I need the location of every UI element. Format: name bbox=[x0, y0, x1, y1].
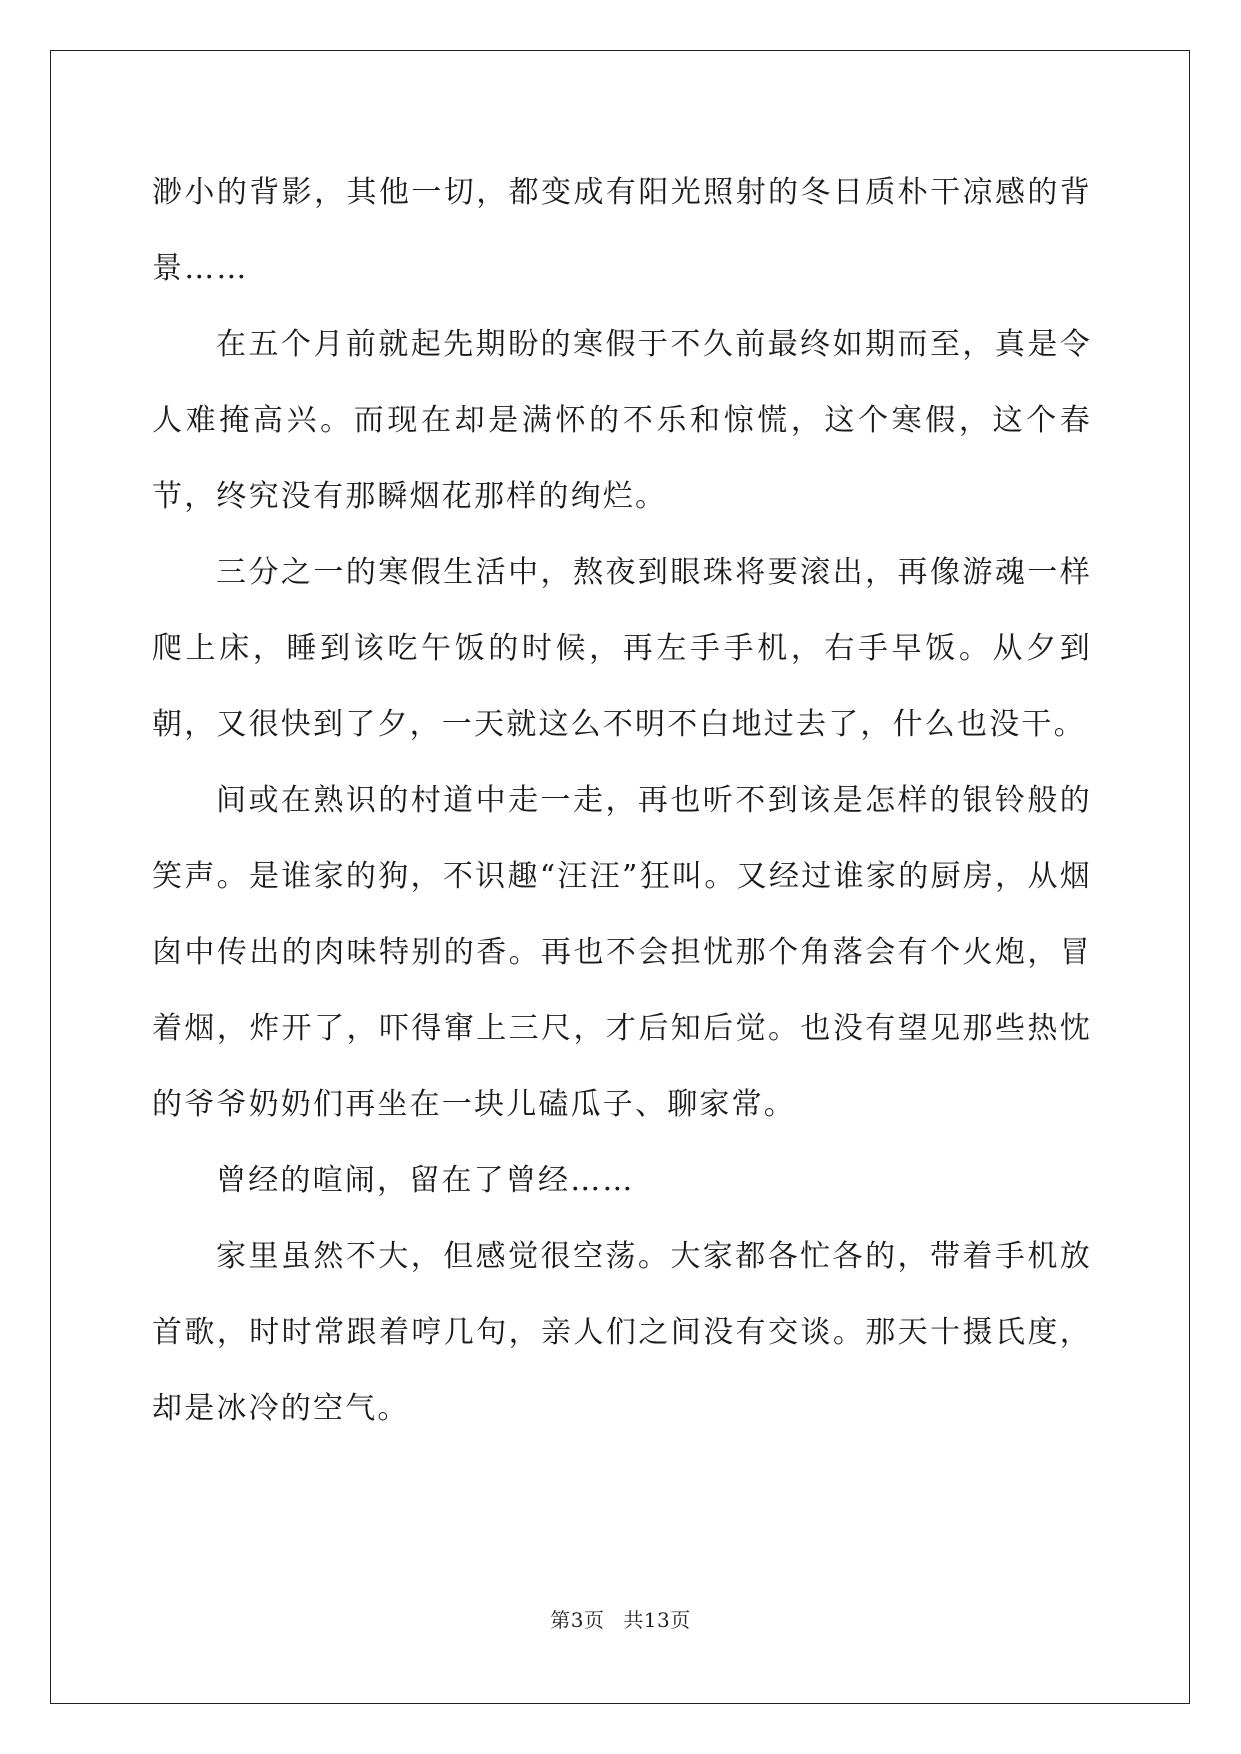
paragraph-6: 家里虽然不大，但感觉很空荡。大家都各忙各的，带着手机放首歌，时时常跟着哼几句，亲人们之间没有交谈。那天十摄氏度，却是冰冷的空气。 bbox=[152, 1239, 1092, 1426]
paragraph-1: 渺小的背影，其他一切，都变成有阳光照射的冬日质朴干凉感的背景…… bbox=[152, 175, 1092, 286]
document-body bbox=[152, 155, 1092, 1447]
paragraph-5: 曾经的喧闹，留在了曾经…… bbox=[216, 1163, 635, 1198]
page-total: 共13页 bbox=[623, 1608, 691, 1632]
page-number: 第3页 bbox=[550, 1608, 605, 1632]
page-footer bbox=[0, 1604, 1241, 1633]
paragraph-2: 在五个月前就起先期盼的寒假于不久前最终如期而至，真是令人难掩高兴。而现在却是满怀的不乐和惊慌，这个寒假，这个春节，终究没有那瞬烟花那样的绚烂。 bbox=[152, 327, 1092, 514]
paragraph-3: 三分之一的寒假生活中，熬夜到眼珠将要滚出，再像游魂一样爬上床，睡到该吃午饭的时候，再左手手机，右手早饭。从夕到朝，又很快到了夕，一天就这么不明不白地过去了，什么也没干。 bbox=[152, 555, 1092, 742]
paragraph-4: 间或在熟识的村道中走一走，再也听不到该是怎样的银铃般的笑声。是谁家的狗，不识趣“汪汪”狂叫。又经过谁家的厨房，从烟囱中传出的肉味特别的香。再也不会担忧那个角落会有个火炮，冒着烟，炸开了，吓得窜上三尺，才后知后觉。也没有望见那些热忱的爷爷奶奶们再坐在一块儿磕瓜子、聊家常。 bbox=[152, 783, 1092, 1122]
